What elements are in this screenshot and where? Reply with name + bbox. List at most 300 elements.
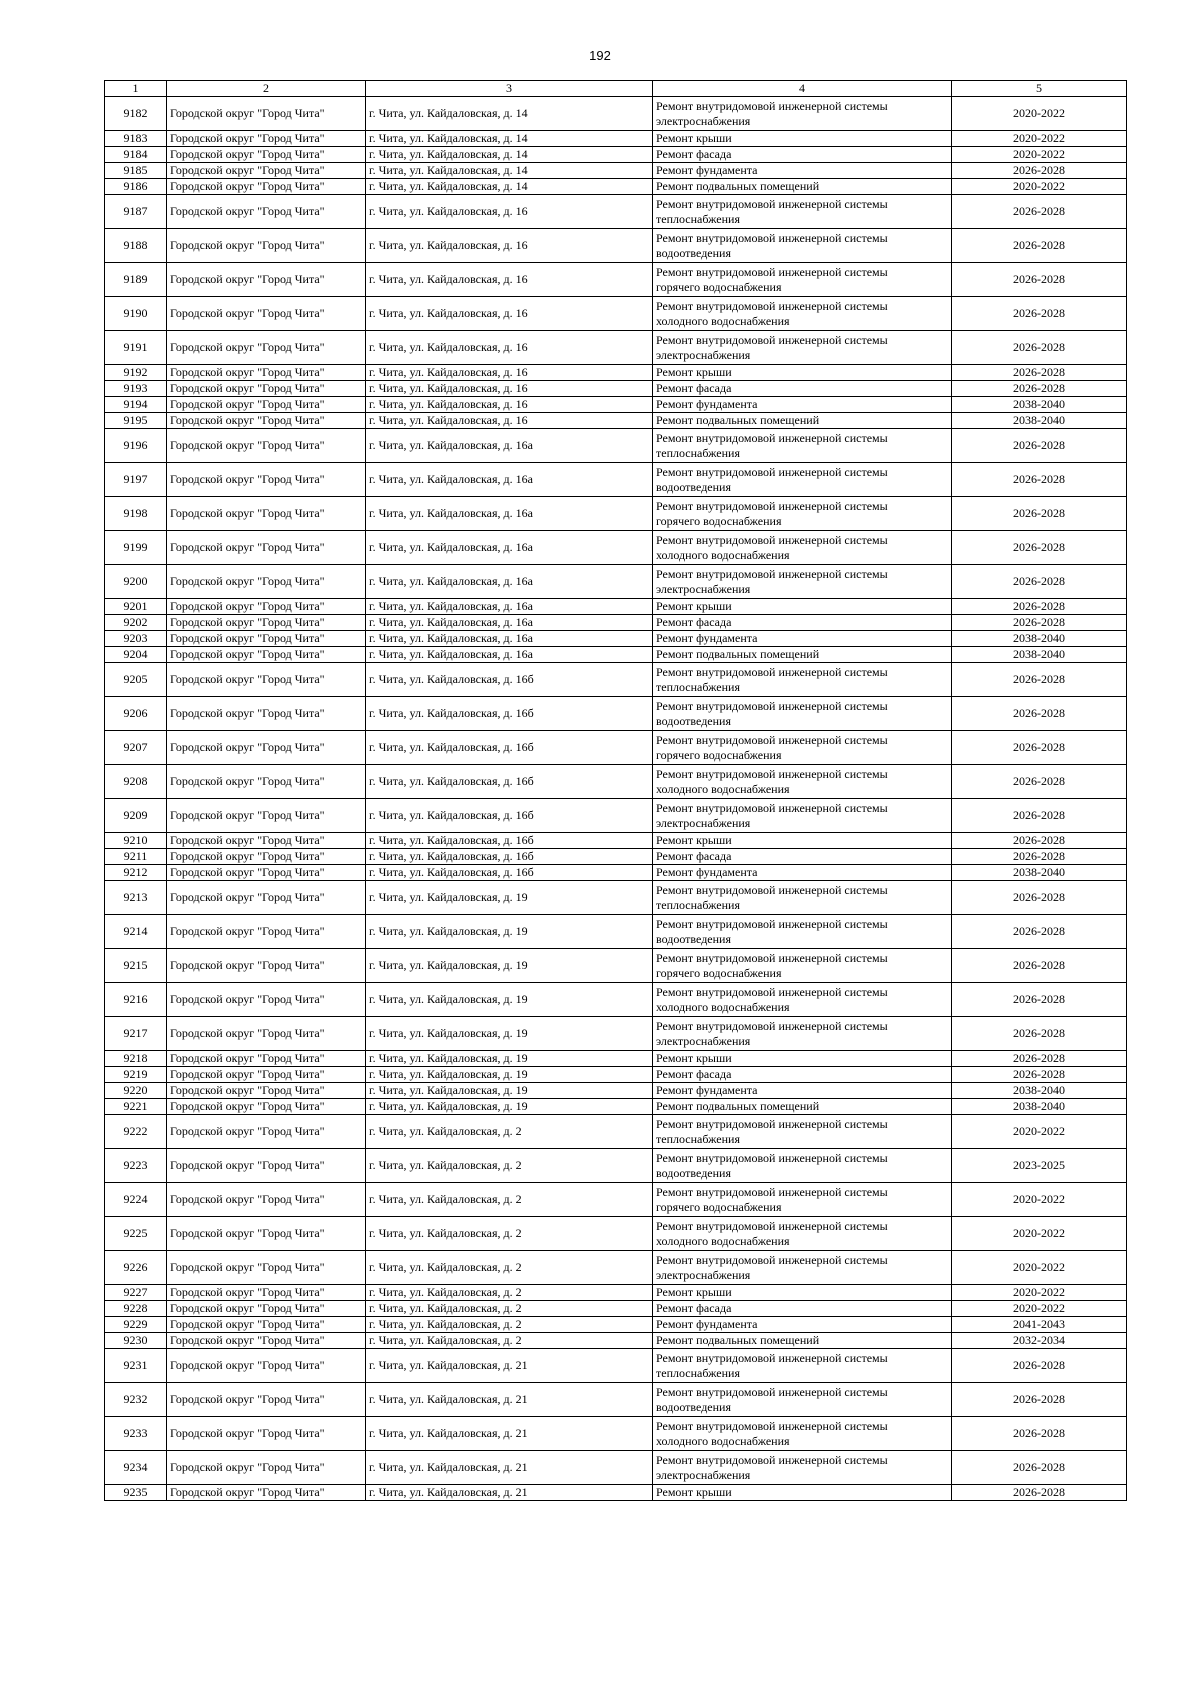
work-type-line: Ремонт внутридомовой инженерной системы	[656, 1218, 888, 1233]
work-type-line: Ремонт внутридомовой инженерной системы	[656, 1184, 888, 1199]
table-row	[105, 429, 1127, 463]
work-type-cell: Ремонт фасада	[653, 615, 952, 631]
column-header: 5	[952, 81, 1127, 97]
address-cell: г. Чита, ул. Кайдаловская, д. 16б	[366, 849, 653, 865]
period-cell: 2026-2028	[952, 297, 1127, 331]
period-cell: 2026-2028	[952, 881, 1127, 915]
table-row	[105, 195, 1127, 229]
period-cell: 2026-2028	[952, 1485, 1127, 1501]
address-cell: г. Чита, ул. Кайдаловская, д. 14	[366, 97, 653, 131]
municipality-cell: Городской округ "Город Чита"	[167, 1285, 366, 1301]
table-row	[105, 297, 1127, 331]
work-type-line: Ремонт внутридомовой инженерной системы	[656, 1252, 888, 1267]
period-cell: 2026-2028	[952, 663, 1127, 697]
table-row	[105, 531, 1127, 565]
work-type-cell: Ремонт фасада	[653, 147, 952, 163]
table-row	[105, 915, 1127, 949]
work-type-line: водоотведения	[656, 713, 731, 728]
row-number: 9221	[105, 1099, 167, 1115]
work-type-line: холодного водоснабжения	[656, 1433, 790, 1448]
address-cell: г. Чита, ул. Кайдаловская, д. 19	[366, 915, 653, 949]
municipality-cell: Городской округ "Город Чита"	[167, 1333, 366, 1349]
table-row	[105, 731, 1127, 765]
municipality-cell: Городской округ "Город Чита"	[167, 881, 366, 915]
table-row	[105, 397, 1127, 413]
row-number: 9222	[105, 1115, 167, 1149]
table-row	[105, 565, 1127, 599]
period-cell: 2026-2028	[952, 497, 1127, 531]
work-type-line: горячего водоснабжения	[656, 965, 782, 980]
period-cell: 2020-2022	[952, 1115, 1127, 1149]
period-cell: 2038-2040	[952, 1099, 1127, 1115]
table-row	[105, 949, 1127, 983]
period-cell: 2020-2022	[952, 1285, 1127, 1301]
work-type-cell	[653, 497, 952, 531]
period-cell: 2026-2028	[952, 731, 1127, 765]
period-cell: 2026-2028	[952, 983, 1127, 1017]
municipality-cell: Городской округ "Город Чита"	[167, 1183, 366, 1217]
municipality-cell: Городской округ "Город Чита"	[167, 413, 366, 429]
address-cell: г. Чита, ул. Кайдаловская, д. 19	[366, 1083, 653, 1099]
table-body	[105, 97, 1127, 1501]
work-type-cell: Ремонт фасада	[653, 381, 952, 397]
work-type-line: Ремонт внутридомовой инженерной системы	[656, 1418, 888, 1433]
address-cell: г. Чита, ул. Кайдаловская, д. 16	[366, 413, 653, 429]
column-header: 2	[167, 81, 366, 97]
table-row	[105, 1099, 1127, 1115]
municipality-cell: Городской округ "Город Чита"	[167, 647, 366, 663]
municipality-cell: Городской округ "Город Чита"	[167, 915, 366, 949]
row-number: 9190	[105, 297, 167, 331]
work-type-line: Ремонт внутридомовой инженерной системы	[656, 196, 888, 211]
municipality-cell: Городской округ "Город Чита"	[167, 1217, 366, 1251]
work-type-cell	[653, 1451, 952, 1485]
period-cell: 2038-2040	[952, 631, 1127, 647]
work-type-line: Ремонт внутридомовой инженерной системы	[656, 984, 888, 999]
period-cell: 2020-2022	[952, 131, 1127, 147]
work-type-line: электроснабжения	[656, 347, 751, 362]
municipality-cell: Городской округ "Город Чита"	[167, 429, 366, 463]
row-number: 9204	[105, 647, 167, 663]
period-cell: 2038-2040	[952, 413, 1127, 429]
table-row	[105, 463, 1127, 497]
row-number: 9196	[105, 429, 167, 463]
work-type-line: Ремонт внутридомовой инженерной системы	[656, 230, 888, 245]
address-cell: г. Чита, ул. Кайдаловская, д. 2	[366, 1333, 653, 1349]
municipality-cell: Городской округ "Город Чита"	[167, 463, 366, 497]
work-type-cell: Ремонт подвальных помещений	[653, 1333, 952, 1349]
work-type-cell	[653, 881, 952, 915]
row-number: 9210	[105, 833, 167, 849]
work-type-cell	[653, 463, 952, 497]
work-type-line: водоотведения	[656, 245, 731, 260]
work-type-line: электроснабжения	[656, 1033, 751, 1048]
work-type-cell	[653, 1183, 952, 1217]
table-row	[105, 849, 1127, 865]
municipality-cell: Городской округ "Город Чита"	[167, 531, 366, 565]
row-number: 9201	[105, 599, 167, 615]
period-cell: 2026-2028	[952, 799, 1127, 833]
period-cell: 2026-2028	[952, 331, 1127, 365]
row-number: 9224	[105, 1183, 167, 1217]
table-row	[105, 599, 1127, 615]
work-type-cell: Ремонт крыши	[653, 599, 952, 615]
address-cell: г. Чита, ул. Кайдаловская, д. 16	[366, 263, 653, 297]
work-type-line: водоотведения	[656, 931, 731, 946]
period-cell: 2026-2028	[952, 615, 1127, 631]
row-number: 9187	[105, 195, 167, 229]
municipality-cell: Городской округ "Город Чита"	[167, 97, 366, 131]
municipality-cell: Городской округ "Город Чита"	[167, 1301, 366, 1317]
address-cell: г. Чита, ул. Кайдаловская, д. 16б	[366, 765, 653, 799]
address-cell: г. Чита, ул. Кайдаловская, д. 16б	[366, 663, 653, 697]
table-row	[105, 413, 1127, 429]
municipality-cell: Городской округ "Город Чита"	[167, 799, 366, 833]
row-number: 9197	[105, 463, 167, 497]
work-type-line: горячего водоснабжения	[656, 1199, 782, 1214]
row-number: 9227	[105, 1285, 167, 1301]
work-type-line: Ремонт внутридомовой инженерной системы	[656, 882, 888, 897]
address-cell: г. Чита, ул. Кайдаловская, д. 16а	[366, 647, 653, 663]
work-type-cell	[653, 915, 952, 949]
address-cell: г. Чита, ул. Кайдаловская, д. 2	[366, 1251, 653, 1285]
work-type-line: Ремонт внутридомовой инженерной системы	[656, 1384, 888, 1399]
period-cell: 2026-2028	[952, 381, 1127, 397]
period-cell: 2041-2043	[952, 1317, 1127, 1333]
municipality-cell: Городской округ "Город Чита"	[167, 599, 366, 615]
municipality-cell: Городской округ "Город Чита"	[167, 1051, 366, 1067]
work-type-cell: Ремонт крыши	[653, 833, 952, 849]
table-row	[105, 229, 1127, 263]
period-cell: 2026-2028	[952, 263, 1127, 297]
table-row	[105, 1485, 1127, 1501]
work-type-cell	[653, 983, 952, 1017]
address-cell: г. Чита, ул. Кайдаловская, д. 14	[366, 147, 653, 163]
work-type-line: холодного водоснабжения	[656, 313, 790, 328]
municipality-cell: Городской округ "Город Чита"	[167, 1485, 366, 1501]
work-type-line: водоотведения	[656, 1399, 731, 1414]
municipality-cell: Городской округ "Город Чита"	[167, 615, 366, 631]
table-row	[105, 497, 1127, 531]
address-cell: г. Чита, ул. Кайдаловская, д. 16	[366, 365, 653, 381]
table-row	[105, 365, 1127, 381]
work-type-line: Ремонт внутридомовой инженерной системы	[656, 732, 888, 747]
work-type-line: Ремонт внутридомовой инженерной системы	[656, 264, 888, 279]
address-cell: г. Чита, ул. Кайдаловская, д. 16а	[366, 599, 653, 615]
work-type-cell: Ремонт фасада	[653, 1301, 952, 1317]
period-cell: 2026-2028	[952, 1017, 1127, 1051]
work-type-line: Ремонт внутридомовой инженерной системы	[656, 1452, 888, 1467]
row-number: 9223	[105, 1149, 167, 1183]
table-row	[105, 1349, 1127, 1383]
row-number: 9220	[105, 1083, 167, 1099]
table-row	[105, 179, 1127, 195]
table-row	[105, 1301, 1127, 1317]
work-type-line: холодного водоснабжения	[656, 999, 790, 1014]
municipality-cell: Городской округ "Город Чита"	[167, 1417, 366, 1451]
municipality-cell: Городской округ "Город Чита"	[167, 849, 366, 865]
page-number: 192	[589, 48, 611, 63]
row-number: 9219	[105, 1067, 167, 1083]
table-row	[105, 163, 1127, 179]
row-number: 9208	[105, 765, 167, 799]
work-type-line: водоотведения	[656, 479, 731, 494]
period-cell: 2026-2028	[952, 565, 1127, 599]
address-cell: г. Чита, ул. Кайдаловская, д. 16	[366, 331, 653, 365]
row-number: 9218	[105, 1051, 167, 1067]
address-cell: г. Чита, ул. Кайдаловская, д. 16б	[366, 833, 653, 849]
work-type-line: Ремонт внутридомовой инженерной системы	[656, 766, 888, 781]
row-number: 9194	[105, 397, 167, 413]
address-cell: г. Чита, ул. Кайдаловская, д. 16	[366, 297, 653, 331]
table-row	[105, 1017, 1127, 1051]
work-type-cell	[653, 263, 952, 297]
table-row	[105, 663, 1127, 697]
period-cell: 2038-2040	[952, 865, 1127, 881]
work-type-cell: Ремонт фундамента	[653, 1317, 952, 1333]
municipality-cell: Городской округ "Город Чита"	[167, 1149, 366, 1183]
municipality-cell: Городской округ "Город Чита"	[167, 381, 366, 397]
work-type-line: Ремонт внутридомовой инженерной системы	[656, 298, 888, 313]
address-cell: г. Чита, ул. Кайдаловская, д. 19	[366, 1099, 653, 1115]
table-row	[105, 1251, 1127, 1285]
work-type-cell	[653, 731, 952, 765]
period-cell: 2026-2028	[952, 697, 1127, 731]
work-type-cell: Ремонт крыши	[653, 365, 952, 381]
period-cell: 2026-2028	[952, 833, 1127, 849]
address-cell: г. Чита, ул. Кайдаловская, д. 16	[366, 397, 653, 413]
work-type-cell: Ремонт крыши	[653, 1485, 952, 1501]
address-cell: г. Чита, ул. Кайдаловская, д. 19	[366, 1067, 653, 1083]
row-number: 9235	[105, 1485, 167, 1501]
row-number: 9198	[105, 497, 167, 531]
period-cell: 2026-2028	[952, 599, 1127, 615]
municipality-cell: Городской округ "Город Чита"	[167, 1115, 366, 1149]
work-type-line: электроснабжения	[656, 815, 751, 830]
table-row	[105, 799, 1127, 833]
work-type-line: теплоснабжения	[656, 897, 740, 912]
period-cell: 2026-2028	[952, 463, 1127, 497]
row-number: 9214	[105, 915, 167, 949]
work-type-line: Ремонт внутридомовой инженерной системы	[656, 332, 888, 347]
row-number: 9234	[105, 1451, 167, 1485]
municipality-cell: Городской округ "Город Чита"	[167, 397, 366, 413]
municipality-cell: Городской округ "Город Чита"	[167, 1451, 366, 1485]
address-cell: г. Чита, ул. Кайдаловская, д. 16а	[366, 615, 653, 631]
address-cell: г. Чита, ул. Кайдаловская, д. 2	[366, 1115, 653, 1149]
period-cell: 2020-2022	[952, 1217, 1127, 1251]
municipality-cell: Городской округ "Город Чита"	[167, 263, 366, 297]
period-cell: 2026-2028	[952, 365, 1127, 381]
column-number-row	[105, 81, 1127, 97]
work-type-cell: Ремонт подвальных помещений	[653, 1099, 952, 1115]
address-cell: г. Чита, ул. Кайдаловская, д. 21	[366, 1485, 653, 1501]
row-number: 9206	[105, 697, 167, 731]
address-cell: г. Чита, ул. Кайдаловская, д. 21	[366, 1349, 653, 1383]
work-type-line: Ремонт внутридомовой инженерной системы	[656, 464, 888, 479]
work-type-cell	[653, 1349, 952, 1383]
table-row	[105, 647, 1127, 663]
work-type-line: Ремонт внутридомовой инженерной системы	[656, 664, 888, 679]
work-type-cell: Ремонт фундамента	[653, 163, 952, 179]
period-cell: 2020-2022	[952, 179, 1127, 195]
address-cell: г. Чита, ул. Кайдаловская, д. 14	[366, 163, 653, 179]
work-type-cell: Ремонт крыши	[653, 131, 952, 147]
work-type-line: холодного водоснабжения	[656, 547, 790, 562]
table-row	[105, 865, 1127, 881]
work-type-line: водоотведения	[656, 1165, 731, 1180]
period-cell: 2026-2028	[952, 1451, 1127, 1485]
row-number: 9183	[105, 131, 167, 147]
municipality-cell: Городской округ "Город Чита"	[167, 1317, 366, 1333]
period-cell: 2038-2040	[952, 647, 1127, 663]
table-row	[105, 1317, 1127, 1333]
table-row	[105, 631, 1127, 647]
work-type-cell	[653, 229, 952, 263]
row-number: 9192	[105, 365, 167, 381]
address-cell: г. Чита, ул. Кайдаловская, д. 21	[366, 1383, 653, 1417]
work-type-cell	[653, 331, 952, 365]
row-number: 9185	[105, 163, 167, 179]
period-cell: 2020-2022	[952, 1183, 1127, 1217]
work-type-line: горячего водоснабжения	[656, 747, 782, 762]
row-number: 9207	[105, 731, 167, 765]
work-type-line: горячего водоснабжения	[656, 513, 782, 528]
address-cell: г. Чита, ул. Кайдаловская, д. 16а	[366, 565, 653, 599]
period-cell: 2026-2028	[952, 1349, 1127, 1383]
work-type-cell: Ремонт фундамента	[653, 1083, 952, 1099]
work-type-cell: Ремонт фундамента	[653, 631, 952, 647]
municipality-cell: Городской округ "Город Чита"	[167, 1383, 366, 1417]
row-number: 9225	[105, 1217, 167, 1251]
period-cell: 2020-2022	[952, 1251, 1127, 1285]
municipality-cell: Городской округ "Город Чита"	[167, 983, 366, 1017]
municipality-cell: Городской округ "Город Чита"	[167, 297, 366, 331]
work-type-line: Ремонт внутридомовой инженерной системы	[656, 1150, 888, 1165]
address-cell: г. Чита, ул. Кайдаловская, д. 16	[366, 229, 653, 263]
row-number: 9231	[105, 1349, 167, 1383]
address-cell: г. Чита, ул. Кайдаловская, д. 2	[366, 1317, 653, 1333]
row-number: 9228	[105, 1301, 167, 1317]
work-type-cell	[653, 1115, 952, 1149]
work-type-cell: Ремонт фундамента	[653, 397, 952, 413]
table-row	[105, 1149, 1127, 1183]
row-number: 9213	[105, 881, 167, 915]
municipality-cell: Городской округ "Город Чита"	[167, 663, 366, 697]
municipality-cell: Городской округ "Город Чита"	[167, 731, 366, 765]
work-type-line: холодного водоснабжения	[656, 1233, 790, 1248]
row-number: 9193	[105, 381, 167, 397]
row-number: 9182	[105, 97, 167, 131]
period-cell: 2020-2022	[952, 147, 1127, 163]
work-type-line: Ремонт внутридомовой инженерной системы	[656, 566, 888, 581]
row-number: 9216	[105, 983, 167, 1017]
work-type-line: теплоснабжения	[656, 445, 740, 460]
work-type-cell: Ремонт подвальных помещений	[653, 647, 952, 663]
address-cell: г. Чита, ул. Кайдаловская, д. 19	[366, 983, 653, 1017]
municipality-cell: Городской округ "Город Чита"	[167, 765, 366, 799]
municipality-cell: Городской округ "Город Чита"	[167, 1083, 366, 1099]
table-row	[105, 381, 1127, 397]
work-type-line: Ремонт внутридомовой инженерной системы	[656, 430, 888, 445]
row-number: 9191	[105, 331, 167, 365]
work-type-line: теплоснабжения	[656, 1365, 740, 1380]
row-number: 9215	[105, 949, 167, 983]
period-cell: 2026-2028	[952, 849, 1127, 865]
work-type-line: электроснабжения	[656, 113, 751, 128]
address-cell: г. Чита, ул. Кайдаловская, д. 16б	[366, 731, 653, 765]
address-cell: г. Чита, ул. Кайдаловская, д. 16б	[366, 697, 653, 731]
work-type-line: Ремонт внутридомовой инженерной системы	[656, 532, 888, 547]
work-type-line: Ремонт внутридомовой инженерной системы	[656, 950, 888, 965]
row-number: 9209	[105, 799, 167, 833]
municipality-cell: Городской округ "Город Чита"	[167, 565, 366, 599]
address-cell: г. Чита, ул. Кайдаловская, д. 16б	[366, 865, 653, 881]
municipality-cell: Городской округ "Город Чита"	[167, 1067, 366, 1083]
municipality-cell: Городской округ "Город Чита"	[167, 163, 366, 179]
municipality-cell: Городской округ "Город Чита"	[167, 229, 366, 263]
work-type-line: теплоснабжения	[656, 1131, 740, 1146]
period-cell: 2038-2040	[952, 397, 1127, 413]
municipality-cell: Городской округ "Город Чита"	[167, 1099, 366, 1115]
address-cell: г. Чита, ул. Кайдаловская, д. 2	[366, 1301, 653, 1317]
address-cell: г. Чита, ул. Кайдаловская, д. 16б	[366, 799, 653, 833]
address-cell: г. Чита, ул. Кайдаловская, д. 16а	[366, 631, 653, 647]
work-type-cell: Ремонт фундамента	[653, 865, 952, 881]
row-number: 9212	[105, 865, 167, 881]
table-row	[105, 1383, 1127, 1417]
period-cell: 2026-2028	[952, 229, 1127, 263]
period-cell: 2026-2028	[952, 1417, 1127, 1451]
row-number: 9226	[105, 1251, 167, 1285]
work-type-line: теплоснабжения	[656, 211, 740, 226]
work-type-line: Ремонт внутридомовой инженерной системы	[656, 98, 888, 113]
period-cell: 2026-2028	[952, 195, 1127, 229]
table-row	[105, 881, 1127, 915]
period-cell: 2038-2040	[952, 1083, 1127, 1099]
address-cell: г. Чита, ул. Кайдаловская, д. 19	[366, 1017, 653, 1051]
address-cell: г. Чита, ул. Кайдаловская, д. 16	[366, 381, 653, 397]
table-row	[105, 983, 1127, 1017]
work-type-cell: Ремонт фасада	[653, 1067, 952, 1083]
table-row	[105, 131, 1127, 147]
period-cell: 2026-2028	[952, 949, 1127, 983]
period-cell: 2026-2028	[952, 1051, 1127, 1067]
municipality-cell: Городской округ "Город Чита"	[167, 497, 366, 531]
work-type-cell	[653, 765, 952, 799]
work-type-line: теплоснабжения	[656, 679, 740, 694]
address-cell: г. Чита, ул. Кайдаловская, д. 19	[366, 949, 653, 983]
column-header: 1	[105, 81, 167, 97]
period-cell: 2026-2028	[952, 1067, 1127, 1083]
work-type-cell	[653, 1217, 952, 1251]
period-cell: 2023-2025	[952, 1149, 1127, 1183]
row-number: 9202	[105, 615, 167, 631]
row-number: 9186	[105, 179, 167, 195]
row-number: 9211	[105, 849, 167, 865]
municipality-cell: Городской округ "Город Чита"	[167, 1017, 366, 1051]
municipality-cell: Городской округ "Город Чита"	[167, 147, 366, 163]
municipality-cell: Городской округ "Город Чита"	[167, 179, 366, 195]
municipality-cell: Городской округ "Город Чита"	[167, 365, 366, 381]
work-type-line: Ремонт внутридомовой инженерной системы	[656, 1018, 888, 1033]
row-number: 9184	[105, 147, 167, 163]
row-number: 9229	[105, 1317, 167, 1333]
period-cell: 2026-2028	[952, 531, 1127, 565]
address-cell: г. Чита, ул. Кайдаловская, д. 16а	[366, 463, 653, 497]
table-row	[105, 833, 1127, 849]
work-type-line: Ремонт внутридомовой инженерной системы	[656, 698, 888, 713]
